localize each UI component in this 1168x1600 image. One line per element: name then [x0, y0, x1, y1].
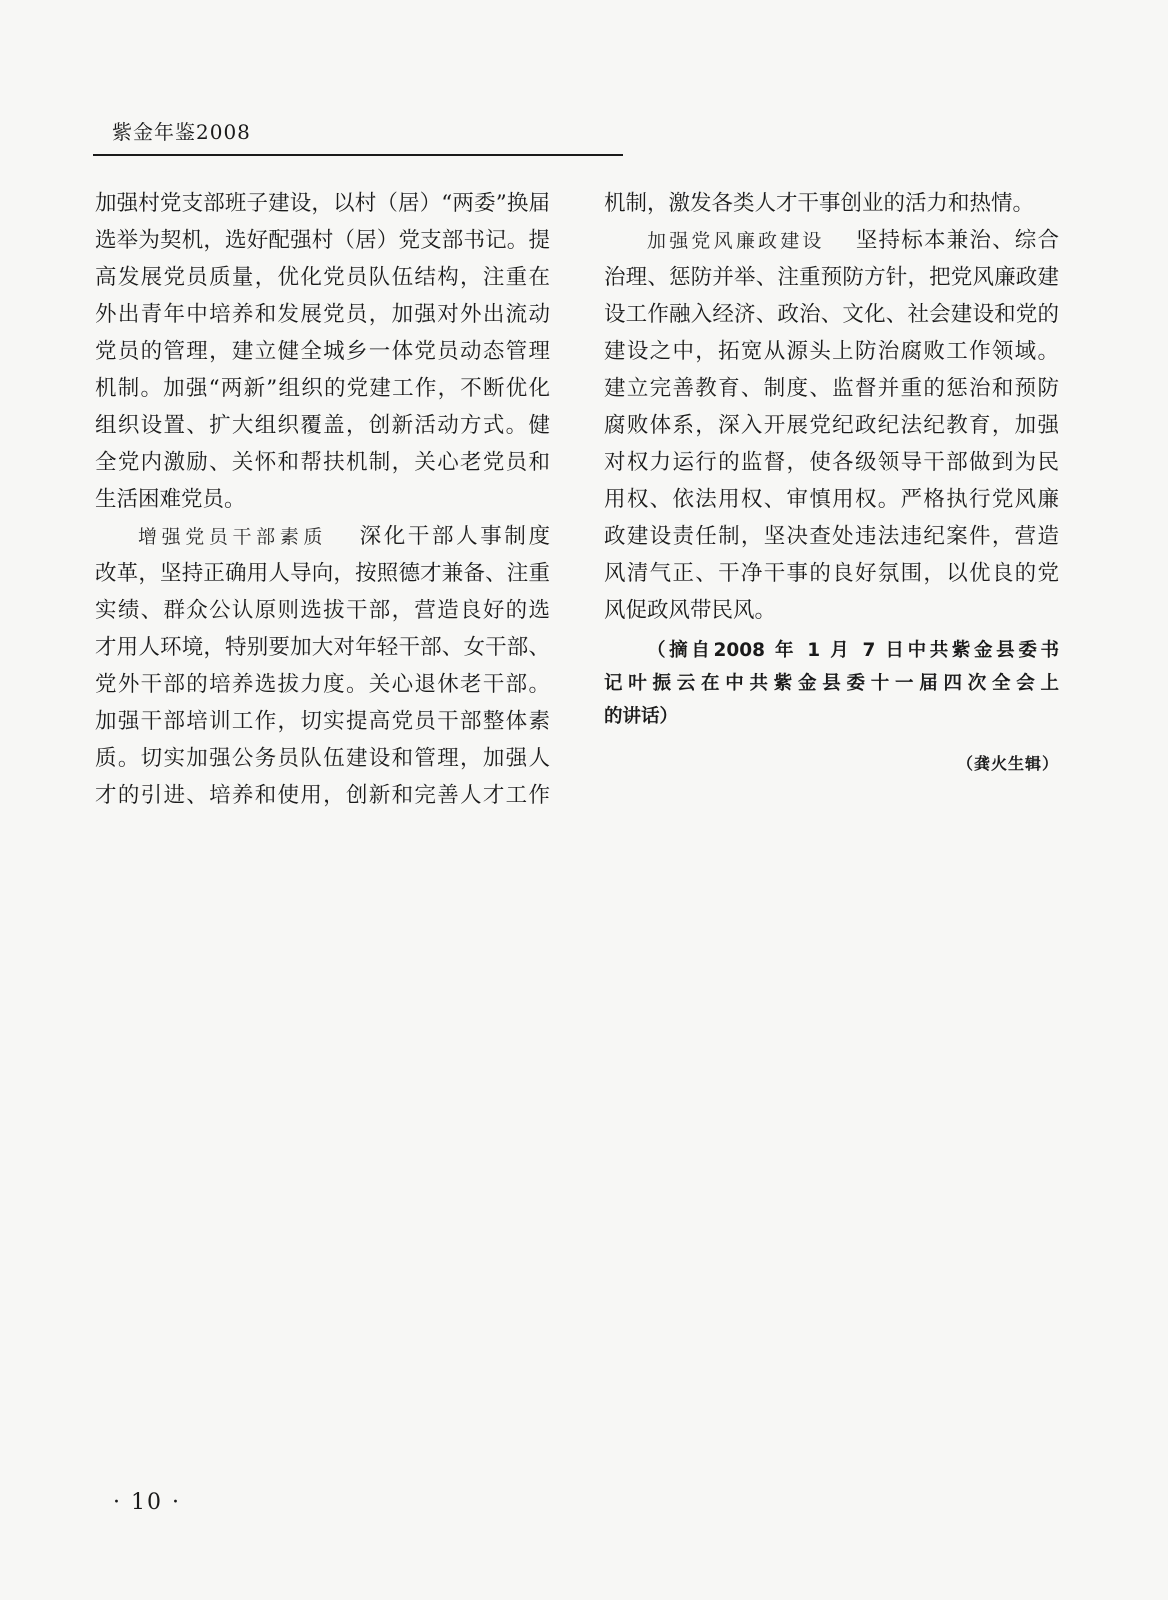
text-line: 外出青年中培养和发展党员，加强对外出流动 — [95, 302, 550, 327]
header-rule — [93, 154, 623, 156]
page-header: 紫金年鉴2008 — [112, 120, 251, 144]
section-heading: 加强党风廉政建设 — [647, 230, 825, 252]
text-line: 才的引进、培养和使用，创新和完善人才工作 — [95, 783, 550, 808]
text-line: 才用人环境，特别要加大对年轻干部、女干部、 — [95, 635, 550, 660]
text-line: 建设之中，拓宽从源头上防治腐败工作领域。 — [604, 339, 1059, 364]
text-line: 高发展党员质量，优化党员队伍结构，注重在 — [95, 265, 550, 290]
paragraph-first-line — [604, 222, 1059, 259]
source-line: 记叶振云在中共紫金县委十一届四次全会上 — [604, 673, 1059, 694]
text-line: 设工作融入经济、政治、文化、社会建设和党的 — [604, 302, 1059, 327]
paragraph-first-line — [95, 518, 550, 555]
text-run: 坚持标本兼治、综合 — [854, 228, 1059, 253]
text-line: 风清气正、干净干事的良好氛围，以优良的党 — [604, 561, 1059, 586]
paragraph-clean-government — [604, 222, 1059, 629]
section-heading: 增强党员干部素质 — [138, 526, 327, 548]
text-line: 机制，激发各类人才干事创业的活力和热情。 — [604, 191, 1035, 216]
text-line: 组织设置、扩大组织覆盖，创新活动方式。健 — [95, 413, 550, 438]
paragraph-cadre-quality — [95, 518, 550, 814]
left-column — [95, 185, 550, 814]
source-note — [604, 634, 1059, 733]
text-line: 质。切实加强公务员队伍建设和管理，加强人 — [95, 746, 550, 771]
page-number: · 10 · — [113, 1490, 181, 1515]
source-line: （摘自2008 年 1 月 7 日中共紫金县委书 — [647, 640, 1059, 661]
source-line: 的讲话） — [604, 706, 679, 727]
text-line: 加强干部培训工作，切实提高党员干部整体素 — [95, 709, 550, 734]
text-line: 机制。加强“两新”组织的党建工作，不断优化 — [95, 376, 550, 401]
text-line: 全党内激励、关怀和帮扶机制，关心老党员和 — [95, 450, 550, 475]
text-line: 腐败体系，深入开展党纪政纪法纪教育，加强 — [604, 413, 1059, 438]
right-column — [604, 185, 1059, 782]
editor-credit: （龚火生辑） — [956, 754, 1059, 773]
text-line: 选举为契机，选好配强村（居）党支部书记。提 — [95, 228, 550, 253]
text-line: 改革，坚持正确用人导向，按照德才兼备、注重 — [95, 561, 550, 586]
text-line: 建立完善教育、制度、监督并重的惩治和预防 — [604, 376, 1059, 401]
text-line: 治理、惩防并举、注重预防方针，把党风廉政建 — [604, 265, 1059, 290]
text-line: 用权、依法用权、审慎用权。严格执行党风廉 — [604, 487, 1059, 512]
text-line: 党员的管理，建立健全城乡一体党员动态管理 — [95, 339, 550, 364]
text-line: 党外干部的培养选拔力度。关心退休老干部。 — [95, 672, 550, 697]
text-line: 风促政风带民风。 — [604, 598, 777, 623]
paragraph-party-branch — [95, 185, 550, 518]
text-run: 深化干部人事制度 — [357, 524, 550, 549]
text-line: 实绩、群众公认原则选拔干部，营造良好的选 — [95, 598, 550, 623]
text-line: 政建设责任制，坚决查处违法违纪案件，营造 — [604, 524, 1059, 549]
text-line: 生活困难党员。 — [95, 487, 246, 512]
text-line: 加强村党支部班子建设，以村（居）“两委”换届 — [95, 191, 550, 216]
text-line: 对权力运行的监督，使各级领导干部做到为民 — [604, 450, 1059, 475]
